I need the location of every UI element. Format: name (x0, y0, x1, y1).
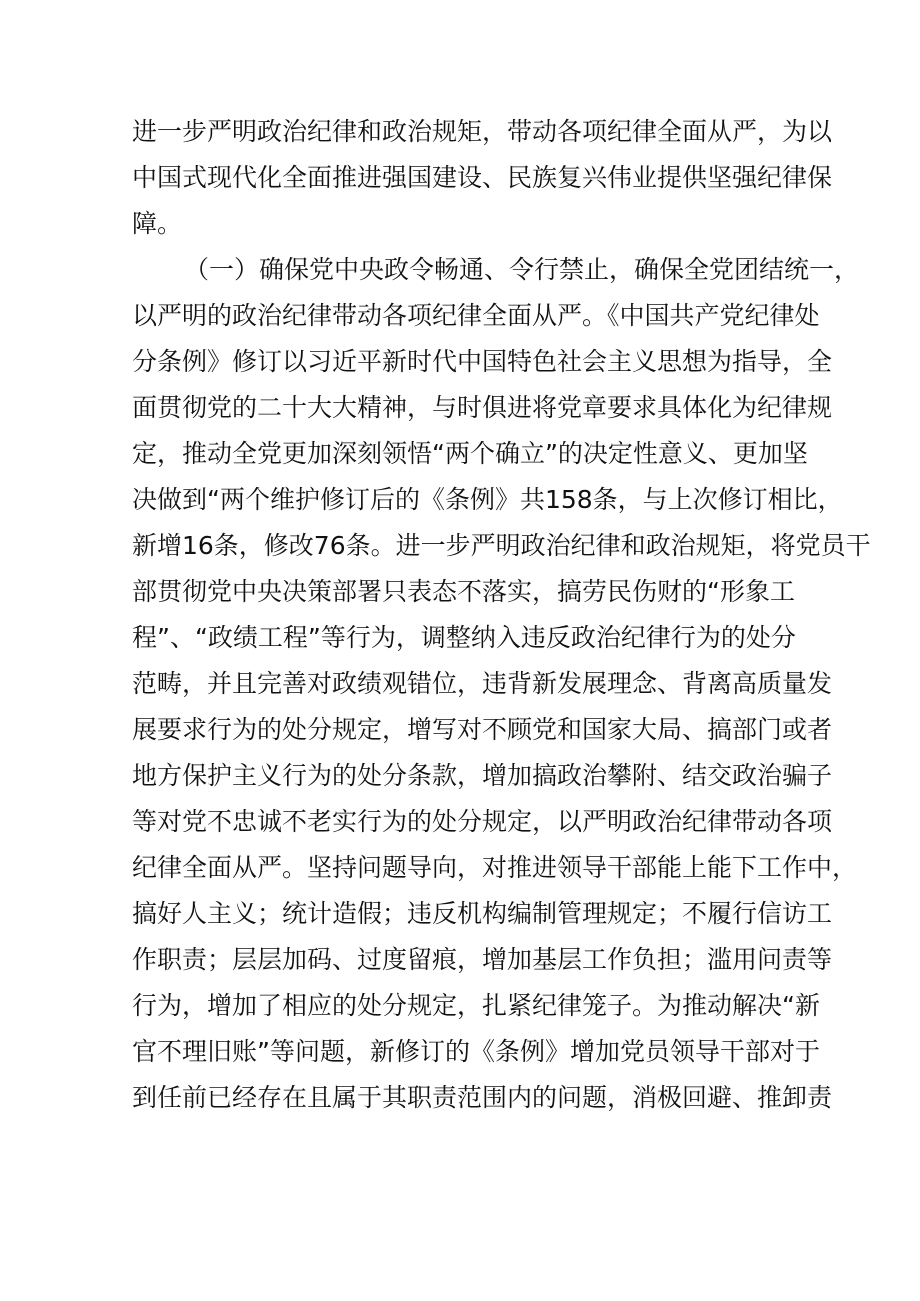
text-line: 行为，增加了相应的处分规定，扎紧纪律笼子。为推动解决“新 (132, 991, 820, 1020)
text-line: 分条例》修订以习近平新时代中国特色社会主义思想为指导，全 (132, 347, 833, 376)
text-line: 新增16条，修改76条。进一步严明政治纪律和政治规矩，将党员干 (132, 531, 871, 560)
text-line: 展要求行为的处分规定，增写对不顾党和国家大局、搞部门或者 (132, 715, 833, 744)
text-line: 范畴，并且完善对政绩观错位，违背新发展理念、背离高质量发 (132, 669, 833, 698)
text-line: 到任前已经存在且属于其职责范围内的问题，消极回避、推卸责 (132, 1083, 833, 1112)
text-line: 官不理旧账”等问题，新修订的《条例》增加党员领导干部对于 (132, 1037, 820, 1066)
text-line: 决做到“两个维护修订后的《条例》共158条，与上次修订相比， (132, 485, 843, 514)
text-line: 搞好人主义；统计造假；违反机构编制管理规定；不履行信访工 (132, 899, 833, 928)
text-line: 进一步严明政治纪律和政治规矩，带动各项纪律全面从严，为以 (132, 117, 833, 146)
text-line: 部贯彻党中央决策部署只表态不落实，搞劳民伤财的“形象工 (132, 577, 795, 606)
paragraph-heading-line: （一）确保党中央政令畅通、令行禁止，确保全党团结统一， (184, 255, 860, 284)
text-line: 程”、“政绩工程”等行为，调整纳入违反政治纪律行为的处分 (132, 623, 796, 652)
text-line: 障。 (132, 209, 183, 238)
text-line: 地方保护主义行为的处分条款，增加搞政治攀附、结交政治骗子 (132, 761, 833, 790)
text-line: 作职责；层层加码、过度留痕，增加基层工作负担；滥用问责等 (132, 945, 833, 974)
text-line: 定，推动全党更加深刻领悟“两个确立”的决定性意义、更加坚 (132, 439, 808, 468)
text-line: 中国式现代化全面推进强国建设、民族复兴伟业提供坚强纪律保 (132, 163, 833, 192)
text-line: 纪律全面从严。坚持问题导向，对推进领导干部能上能下工作中， (132, 853, 858, 882)
text-line: 以严明的政治纪律带动各项纪律全面从严。《中国共产党纪律处 (132, 301, 820, 330)
text-line: 等对党不忠诚不老实行为的处分规定，以严明政治纪律带动各项 (132, 807, 833, 836)
document-body (132, 109, 871, 1121)
text-line: 面贯彻党的二十大大精神，与时俱进将党章要求具体化为纪律规 (132, 393, 833, 422)
